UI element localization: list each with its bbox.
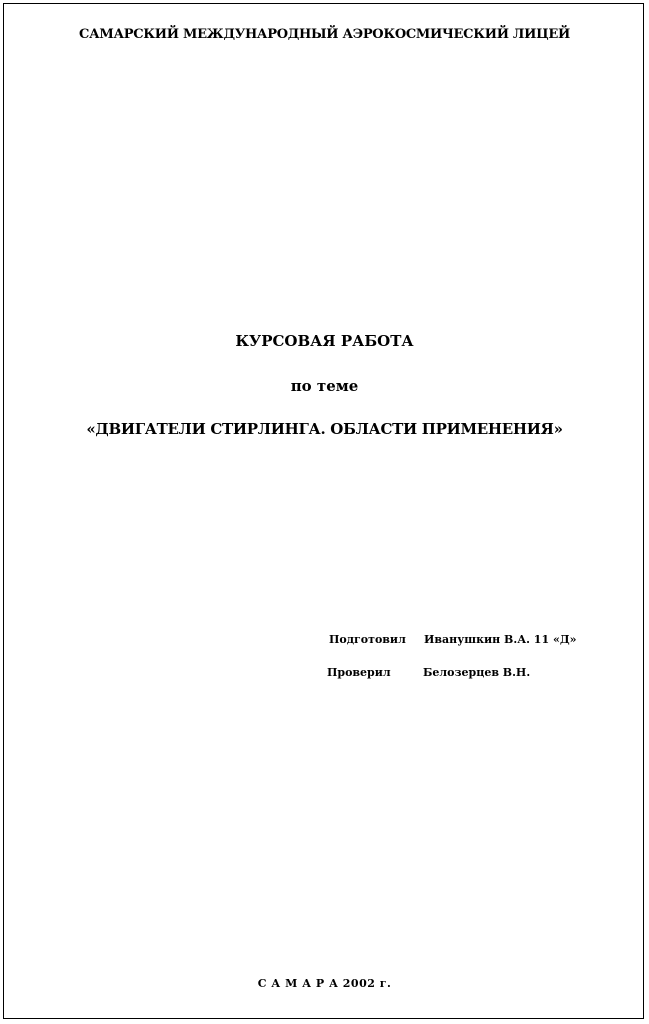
institution-name: САМАРСКИЙ МЕЖДУНАРОДНЫЙ АЭРОКОСМИЧЕСКИЙ ЛИЦЕЙ [79,27,570,42]
prepared-by-label: Подготовил [329,633,406,646]
checked-by-name: Белозерцев В.Н. [423,666,531,679]
page-border [3,3,644,1019]
work-type-heading: КУРСОВАЯ РАБОТА [235,332,414,350]
prepared-by-name: Иванушкин В.А. 11 «Д» [424,633,577,646]
topic-prefix: по теме [290,377,359,395]
topic-title: «ДВИГАТЕЛИ СТИРЛИНГА. ОБЛАСТИ ПРИМЕНЕНИЯ» [86,420,563,438]
checked-by-label: Проверил [327,666,391,679]
city-year: С А М А Р А 2002 г. [257,977,392,990]
